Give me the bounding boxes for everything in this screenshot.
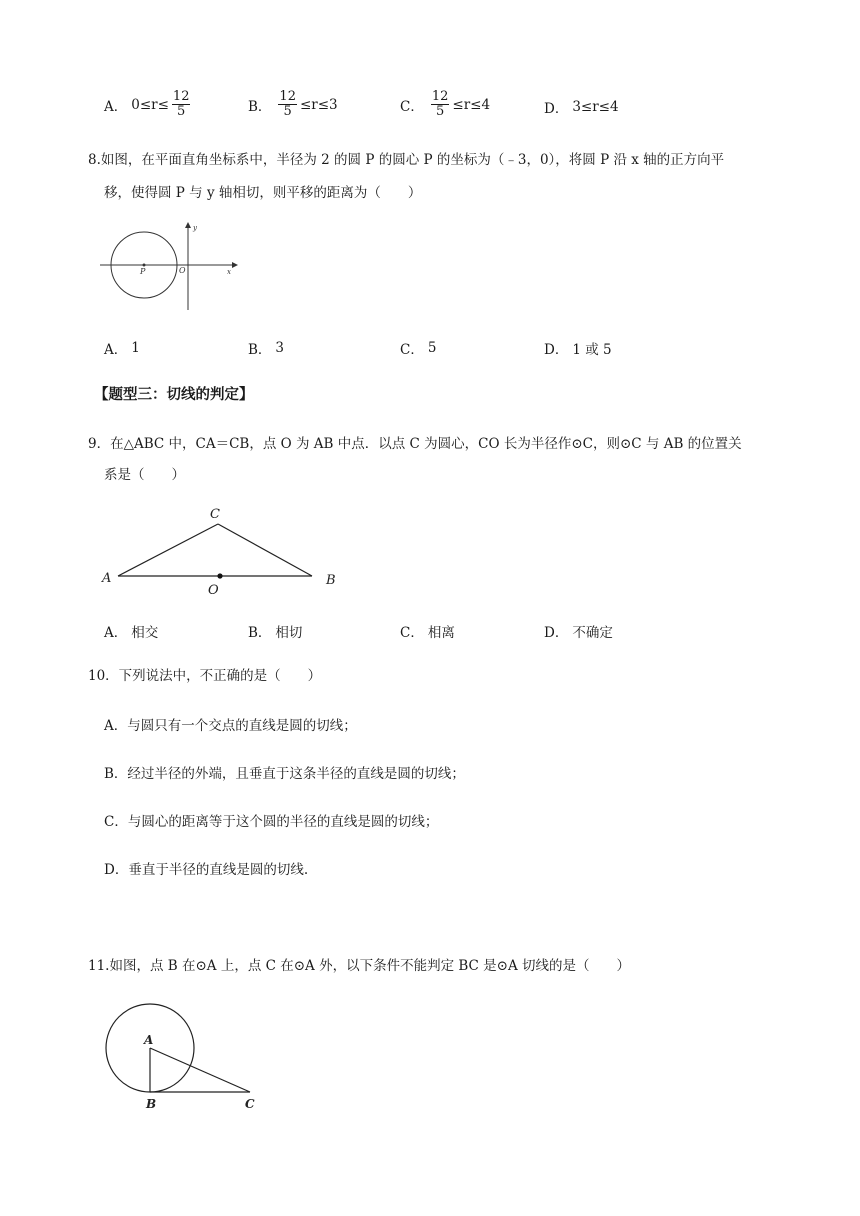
p-label: P	[140, 267, 146, 276]
midpoint-o	[217, 573, 222, 578]
q8-stem-line2: 移，使得圆 P 与 y 轴相切，则平移的距离为（ ）	[104, 185, 422, 201]
q9-option-c: C． 相离	[400, 625, 455, 641]
q7-option-b: B． $\frac{12}{5}$ ≤r≤3	[248, 89, 338, 119]
x-axis-label: x	[227, 268, 231, 276]
q10-option-a: A．与圆只有一个交点的直线是圆的切线；	[104, 718, 357, 734]
q7-option-c: C． $\frac{12}{5}$ ≤r≤4	[400, 89, 491, 119]
q7-option-a: A． 0≤r≤ $\frac{12}{5}$	[104, 89, 190, 119]
q8-option-c: C． 5	[400, 340, 437, 358]
q9-option-a: A． 相交	[104, 625, 159, 641]
q8-stem-line1: 8.如图，在平面直角坐标系中，半径为 2 的圆 P 的圆心 P 的坐标为（﹣3，0），将圆 P 沿 x 轴的正方向平	[88, 152, 725, 168]
q9-stem-line1: 9．在△ABC 中，CA＝CB，点 O 为 AB 中点．以点 C 为圆心，CO 长为半径作⊙C，则⊙C 与 AB 的位置关	[88, 436, 742, 452]
q10-option-d: D．垂直于半径的直线是圆的切线.	[104, 862, 309, 878]
vertex-c-label: C	[210, 507, 220, 522]
fraction: $\frac{12}{5}$	[279, 89, 296, 119]
q7-option-d: D． 3≤r≤4	[544, 99, 619, 117]
fraction: $\frac{12}{5}$	[172, 89, 190, 119]
point-b-label: B	[146, 1097, 157, 1111]
q11-figure	[100, 998, 270, 1113]
q8-option-b: B． 3	[248, 340, 285, 358]
vertex-a-label: A	[102, 571, 112, 586]
q9-stem-line2: 系是（ ）	[104, 467, 185, 483]
q10-option-b: B．经过半径的外端，且垂直于这条半径的直线是圆的切线；	[104, 766, 465, 782]
q9-figure	[96, 500, 346, 600]
q8-option-d: D． 1 或 5	[544, 342, 612, 358]
q9-option-b: B． 相切	[248, 625, 303, 641]
vertex-b-label: B	[326, 573, 336, 588]
point-a-label: A	[144, 1033, 154, 1047]
q10-option-c: C．与圆心的距离等于这个圆的半径的直线是圆的切线；	[104, 814, 439, 830]
y-axis-label: y	[193, 224, 197, 232]
o-label: O	[179, 266, 186, 275]
fraction: $\frac{12}{5}$	[431, 89, 449, 119]
q8-option-a: A． 1	[104, 340, 140, 358]
q8-figure	[96, 220, 246, 312]
point-c-label: C	[245, 1097, 255, 1111]
q11-stem: 11.如图，点 B 在⊙A 上，点 C 在⊙A 外，以下条件不能判定 BC 是⊙A 切线的是（ ）	[88, 958, 631, 974]
q10-stem: 10．下列说法中，不正确的是（ ）	[88, 668, 322, 684]
section-title: 【题型三：切线的判定】	[94, 386, 254, 403]
q9-option-d: D． 不确定	[544, 625, 613, 641]
point-o-label: O	[208, 583, 219, 598]
